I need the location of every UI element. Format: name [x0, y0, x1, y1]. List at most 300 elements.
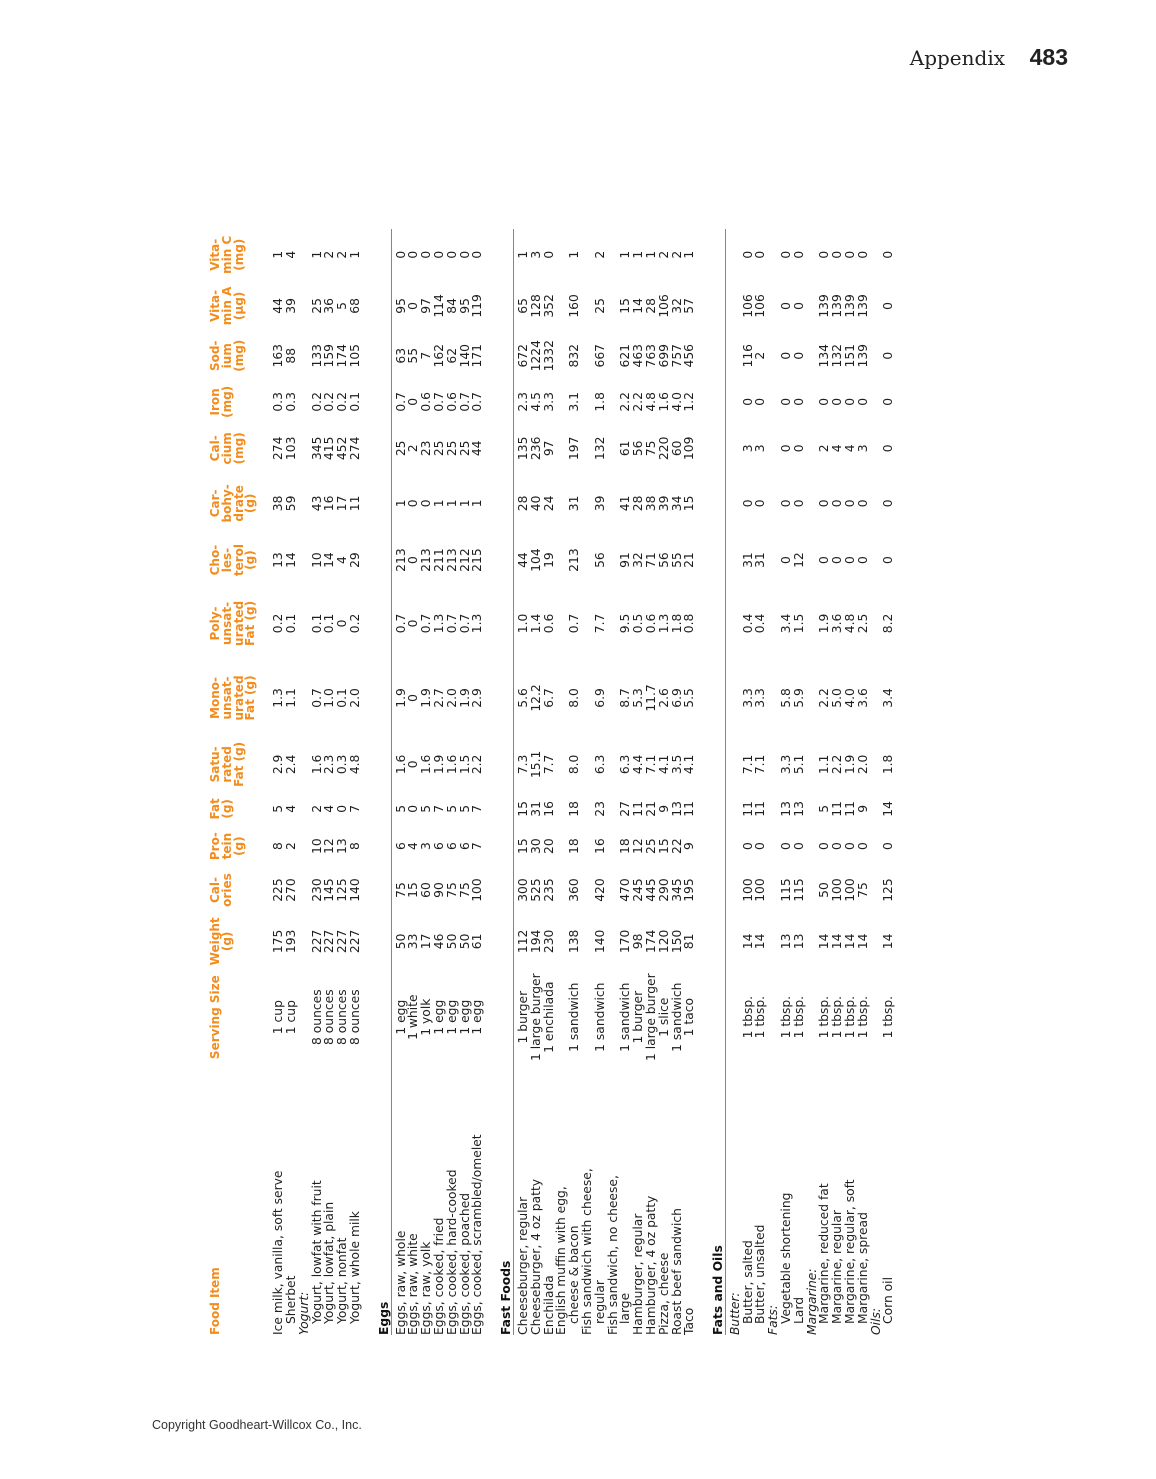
value-cell: 195 [682, 878, 697, 902]
value-cell: 6 [431, 842, 446, 851]
value-cell: 1 egg [457, 999, 472, 1035]
value-cell: 1 sandwich [567, 982, 582, 1052]
value-cell: 1.1 [817, 754, 832, 775]
value-cell: 0.7 [393, 613, 408, 634]
value-cell: 1 sandwich [669, 982, 684, 1052]
value-cell: 1 large burger [643, 973, 658, 1061]
food-item-cell: Eggs, raw, whole [393, 1230, 408, 1335]
value-cell: 12 [631, 838, 646, 854]
value-cell: 91 [618, 552, 633, 568]
value-cell [581, 424, 594, 474]
value-cell: 14 [881, 933, 896, 950]
column-header: Sod- ium (mg) [208, 339, 246, 372]
value-cell [298, 281, 311, 332]
value-cell: 15.1 [528, 750, 543, 779]
value-cell: 128 [528, 294, 543, 318]
value-cell: 1.2 [682, 392, 697, 412]
value-cell: 1.9 [419, 688, 434, 708]
value-cell [581, 970, 594, 1064]
value-cell: 0.7 [567, 613, 582, 634]
value-cell: 1.3 [271, 688, 286, 708]
table-row [433, 229, 446, 1335]
value-cell: 133 [309, 344, 324, 368]
food-item-cell: Enchilada [541, 1275, 556, 1335]
table-body [269, 229, 905, 1335]
food-item-cell: Yogurt: [296, 1291, 311, 1335]
value-cell: 3 [528, 250, 543, 259]
value-cell: 114 [431, 294, 446, 318]
value-cell: 4.4 [631, 754, 646, 775]
table-row [349, 229, 362, 1335]
value-cell: 2.2 [817, 688, 832, 708]
value-cell [581, 380, 594, 423]
value-cell: 8 ounces [322, 989, 337, 1045]
value-cell: 25 [393, 440, 408, 457]
value-cell: 63 [393, 347, 408, 364]
value-cell: 39 [592, 495, 607, 512]
value-cell: 1 burger [631, 990, 646, 1044]
value-cell: 2.9 [470, 688, 485, 708]
value-cell: 0 [406, 250, 421, 259]
group-spacer [484, 229, 494, 1335]
value-cell: 33 [406, 933, 421, 950]
value-cell: 3.6 [830, 613, 845, 634]
value-cell: 0.7 [457, 613, 472, 634]
table-row [269, 229, 285, 1335]
table-row [513, 229, 529, 1335]
value-cell [298, 868, 311, 913]
value-cell: 8 [271, 842, 286, 851]
value-cell: 6.9 [592, 688, 607, 708]
value-cell: 28 [515, 495, 530, 512]
value-cell: 0 [791, 499, 806, 508]
value-cell: 25 [431, 440, 446, 457]
food-item-cell: Cheeseburger, regular [515, 1196, 530, 1335]
value-cell: 41 [618, 495, 633, 512]
value-cell: 8.0 [567, 754, 582, 775]
value-cell: 0 [779, 250, 794, 259]
value-cell: 61 [618, 440, 633, 457]
value-cell: 2.0 [855, 754, 870, 775]
section-header-row [706, 229, 725, 1335]
value-cell: 0 [791, 351, 806, 360]
value-cell: 3.3 [541, 392, 556, 412]
value-cell: 50 [457, 933, 472, 950]
value-cell: 0 [779, 301, 794, 310]
column-header: Mono- unsat- urated Fat (g) [208, 675, 258, 721]
value-cell: 3.3 [740, 688, 755, 708]
value-cell: 27 [618, 801, 633, 817]
value-cell: 0 [419, 250, 434, 259]
value-cell: 463 [631, 344, 646, 368]
value-cell: 61 [470, 933, 485, 950]
value-cell: 0 [779, 444, 794, 453]
value-cell: 71 [643, 552, 658, 568]
value-cell: 24 [541, 495, 556, 512]
value-cell: 1.9 [457, 688, 472, 708]
value-cell: 13 [779, 933, 794, 950]
value-cell: 160 [567, 294, 582, 318]
value-cell: 100 [843, 878, 858, 902]
value-cell: 44 [470, 440, 485, 457]
value-cell: 5.5 [682, 688, 697, 708]
value-cell: 68 [347, 298, 362, 314]
value-cell: 0 [881, 499, 896, 508]
value-cell: 139 [830, 294, 845, 318]
value-cell: 274 [347, 436, 362, 461]
page-number: 483 [1029, 44, 1068, 70]
value-cell: 4 [283, 250, 298, 259]
value-cell: 1 tbsp. [779, 995, 794, 1039]
value-cell: 420 [592, 878, 607, 902]
value-cell: 270 [283, 878, 298, 902]
value-cell [298, 793, 311, 824]
value-cell: 10 [309, 552, 324, 568]
value-cell: 0 [470, 250, 485, 259]
value-cell: 2.5 [855, 613, 870, 634]
value-cell: 2 [753, 351, 768, 360]
value-cell: 11 [347, 495, 362, 512]
value-cell: 0.7 [444, 613, 459, 634]
value-cell: 11 [830, 801, 845, 817]
value-cell [298, 534, 311, 587]
value-cell: 116 [740, 344, 755, 368]
value-cell: 138 [567, 929, 582, 954]
value-cell: 1 tbsp. [740, 995, 755, 1039]
table-row [543, 229, 556, 1335]
value-cell: 2.2 [631, 392, 646, 412]
value-cell: 452 [335, 436, 350, 461]
value-cell: 2.9 [271, 754, 286, 775]
value-cell [725, 281, 741, 332]
value-cell: 139 [817, 294, 832, 318]
value-cell: 345 [669, 878, 684, 902]
column-header: Satu- rated Fat (g) [208, 741, 246, 787]
value-cell: 105 [347, 344, 362, 368]
value-cell: 100 [470, 878, 485, 902]
value-cell: 1.9 [817, 613, 832, 634]
value-cell: 55 [406, 347, 421, 364]
section-title: Eggs [372, 229, 391, 1335]
value-cell: 13 [779, 801, 794, 817]
food-item-cell: Butter: [727, 1292, 742, 1335]
value-cell: 14 [843, 933, 858, 950]
table-row [645, 229, 658, 1335]
value-cell: 0.4 [740, 613, 755, 634]
value-cell: 0 [541, 250, 556, 259]
value-cell: 0 [881, 556, 896, 564]
group-spacer [362, 229, 372, 1335]
value-cell: 163 [271, 344, 286, 368]
value-cell: 50 [393, 933, 408, 950]
food-item-cell: Eggs, raw, white [406, 1233, 421, 1335]
value-cell: 236 [528, 436, 543, 461]
value-cell: 763 [643, 344, 658, 368]
value-cell: 0.6 [643, 613, 658, 634]
value-cell: 445 [643, 878, 658, 902]
table-header-row [210, 229, 269, 1335]
value-cell: 290 [656, 878, 671, 902]
value-cell: 106 [740, 294, 755, 318]
value-cell: 8.7 [618, 688, 633, 708]
value-cell: 1.0 [322, 688, 337, 708]
value-cell [298, 912, 311, 970]
value-cell: 0 [830, 499, 845, 508]
value-cell: 0 [843, 397, 858, 406]
value-cell: 0.6 [419, 392, 434, 412]
value-cell: 5.6 [515, 688, 530, 708]
value-cell: 31 [528, 801, 543, 817]
column-header: Cal- cium (mg) [208, 432, 246, 465]
value-cell: 84 [444, 298, 459, 314]
value-cell: 106 [753, 294, 768, 318]
value-cell: 175 [271, 929, 286, 954]
value-cell: 0 [753, 250, 768, 259]
value-cell: 50 [817, 882, 832, 898]
food-item-cell: Cheeseburger, 4 oz patty [528, 1178, 543, 1335]
value-cell: 100 [753, 878, 768, 902]
value-cell: 0 [779, 351, 794, 360]
value-cell: 57 [682, 298, 697, 314]
value-cell [298, 825, 311, 868]
value-cell: 5 [335, 301, 350, 310]
value-cell: 98 [631, 933, 646, 950]
food-item-cell: Margarine, regular, soft [843, 1179, 858, 1324]
value-cell: 7.1 [740, 754, 755, 775]
value-cell [581, 660, 594, 735]
value-cell [298, 380, 311, 423]
column-header: Vita- min A (µg) [208, 286, 246, 326]
value-cell: 0 [753, 397, 768, 406]
food-item-cell: regular [592, 1280, 607, 1324]
value-cell: 4.1 [656, 754, 671, 775]
value-cell: 300 [515, 878, 530, 902]
value-cell: 16 [592, 838, 607, 854]
value-cell: 43 [309, 495, 324, 512]
value-cell: 4.1 [682, 754, 697, 775]
value-cell: 0 [881, 397, 896, 406]
value-cell: 1 [347, 250, 362, 259]
food-item-cell: Butter, unsalted [753, 1224, 768, 1324]
value-cell [581, 534, 594, 587]
value-cell: 0.3 [283, 392, 298, 412]
value-cell: 1 [431, 499, 446, 508]
food-item-cell: Fish sandwich, no cheese, [605, 1175, 620, 1335]
value-cell: 6.3 [592, 754, 607, 775]
value-cell: 2.3 [322, 754, 337, 775]
value-cell: 197 [567, 436, 582, 461]
value-cell: 13 [791, 801, 806, 817]
value-cell: 0 [779, 842, 794, 851]
value-cell: 1 cup [283, 1000, 298, 1035]
value-cell: 174 [643, 929, 658, 954]
value-cell: 0 [855, 499, 870, 508]
value-cell: 220 [656, 436, 671, 461]
value-cell: 3 [855, 444, 870, 453]
value-cell: 119 [470, 294, 485, 318]
spacer-cell [696, 229, 706, 1335]
value-cell [581, 912, 594, 970]
value-cell: 6 [457, 842, 472, 851]
value-cell [581, 587, 594, 661]
value-cell [298, 970, 311, 1064]
value-cell: 14 [881, 801, 896, 817]
value-cell: 140 [457, 344, 472, 368]
food-item-cell: Margarine: [804, 1268, 819, 1335]
table-row [780, 229, 793, 1335]
value-cell: 3.4 [881, 688, 896, 708]
food-item-cell: Yogurt, lowfat with fruit [309, 1180, 324, 1324]
value-cell: 1.8 [592, 392, 607, 412]
value-cell: 0 [830, 842, 845, 851]
value-cell: 0 [740, 499, 755, 508]
value-cell: 65 [515, 298, 530, 314]
value-cell [581, 825, 594, 868]
value-cell: 18 [567, 838, 582, 854]
value-cell: 140 [347, 878, 362, 902]
column-header: Serving Size [208, 975, 222, 1060]
column-header: Car- bohy- drate (g) [208, 484, 258, 523]
table-row [446, 229, 459, 1335]
value-cell: 470 [618, 878, 633, 902]
table-row [767, 229, 780, 1335]
value-cell: 120 [656, 929, 671, 954]
value-cell: 1.8 [669, 613, 684, 634]
value-cell: 39 [283, 298, 298, 314]
value-cell [725, 912, 741, 970]
value-cell: 4 [830, 444, 845, 453]
food-item-cell: Taco [682, 1307, 697, 1335]
value-cell: 7 [419, 351, 434, 360]
value-cell: 0.7 [431, 392, 446, 412]
food-item-cell: Eggs, cooked, scrambled/omelet [470, 1134, 485, 1335]
value-cell: 0.1 [309, 613, 324, 634]
section-title: Fast Foods [494, 229, 513, 1335]
value-cell: 30 [528, 838, 543, 854]
value-cell: 0 [457, 250, 472, 259]
value-cell: 90 [431, 882, 446, 898]
value-cell: 104 [528, 548, 543, 572]
value-cell: 3 [419, 842, 434, 851]
value-cell: 46 [431, 933, 446, 950]
value-cell: 6 [444, 842, 459, 851]
value-cell: 1.3 [470, 613, 485, 634]
value-cell: 1 [567, 250, 582, 259]
value-cell: 34 [669, 495, 684, 512]
table-row [658, 229, 671, 1335]
value-cell: 1 burger [515, 990, 530, 1044]
value-cell: 8 ounces [347, 989, 362, 1045]
food-item-cell: Ice milk, vanilla, soft serve [271, 1170, 286, 1335]
value-cell: 15 [406, 882, 421, 898]
value-cell: 0 [791, 842, 806, 851]
value-cell: 230 [309, 878, 324, 902]
value-cell: 32 [631, 552, 646, 568]
value-cell: 0 [830, 250, 845, 259]
value-cell: 0.3 [335, 754, 350, 775]
value-cell: 672 [515, 344, 530, 368]
value-cell: 8 ounces [335, 989, 350, 1045]
value-cell [298, 473, 311, 534]
value-cell: 18 [618, 838, 633, 854]
value-cell: 0 [817, 842, 832, 851]
value-cell: 5 [393, 804, 408, 813]
value-cell: 1.6 [419, 754, 434, 775]
food-item-cell: Yogurt, whole milk [347, 1211, 362, 1324]
value-cell: 56 [592, 552, 607, 568]
value-cell: 0.7 [457, 392, 472, 412]
value-cell: 39 [656, 495, 671, 512]
value-cell: 11 [753, 801, 768, 817]
value-cell: 211 [431, 548, 446, 572]
value-cell: 0 [881, 842, 896, 851]
value-cell: 1 tbsp. [855, 995, 870, 1039]
value-cell: 15 [618, 298, 633, 314]
value-cell: 345 [309, 436, 324, 461]
value-cell: 1.9 [431, 754, 446, 775]
value-cell: 17 [419, 933, 434, 950]
value-cell: 7.3 [515, 754, 530, 775]
value-cell [725, 660, 741, 735]
value-cell: 18 [567, 801, 582, 817]
table-row [844, 229, 857, 1335]
value-cell: 11 [631, 801, 646, 817]
value-cell: 2.0 [347, 688, 362, 708]
value-cell: 1 large burger [528, 973, 543, 1061]
food-item-cell: English muffin with egg, [554, 1186, 569, 1335]
value-cell: 0 [843, 842, 858, 851]
value-cell: 0.7 [419, 613, 434, 634]
value-cell: 20 [541, 838, 556, 854]
value-cell: 32 [669, 298, 684, 314]
value-cell: 1 sandwich [592, 982, 607, 1052]
value-cell: 29 [347, 552, 362, 568]
value-cell: 2.2 [618, 392, 633, 412]
value-cell: 22 [669, 838, 684, 854]
value-cell: 1.5 [791, 613, 806, 634]
value-cell: 23 [592, 801, 607, 817]
food-item-cell: large [618, 1292, 633, 1324]
value-cell: 75 [855, 882, 870, 898]
value-cell: 0 [791, 444, 806, 453]
value-cell: 15 [656, 838, 671, 854]
value-cell: 25 [643, 838, 658, 854]
value-cell: 0 [843, 250, 858, 259]
value-cell: 225 [271, 878, 286, 902]
value-cell: 0 [843, 499, 858, 508]
table-row [683, 229, 696, 1335]
value-cell: 55 [669, 552, 684, 568]
value-cell [581, 736, 594, 794]
value-cell: 0.6 [444, 392, 459, 412]
value-cell: 1.4 [528, 613, 543, 634]
column-header: Food Item [208, 1267, 222, 1335]
value-cell: 28 [643, 298, 658, 314]
table-row [581, 229, 594, 1335]
value-cell: 5 [419, 804, 434, 813]
value-cell: 0 [881, 250, 896, 259]
value-cell: 7.1 [753, 754, 768, 775]
value-cell: 95 [393, 298, 408, 314]
value-cell: 4.5 [528, 392, 543, 412]
value-cell: 115 [779, 878, 794, 902]
value-cell: 0 [406, 301, 421, 310]
value-cell: 5.1 [791, 754, 806, 775]
value-cell: 5 [457, 804, 472, 813]
group-spacer [895, 229, 905, 1335]
value-cell: 159 [322, 344, 337, 368]
value-cell [725, 868, 741, 913]
